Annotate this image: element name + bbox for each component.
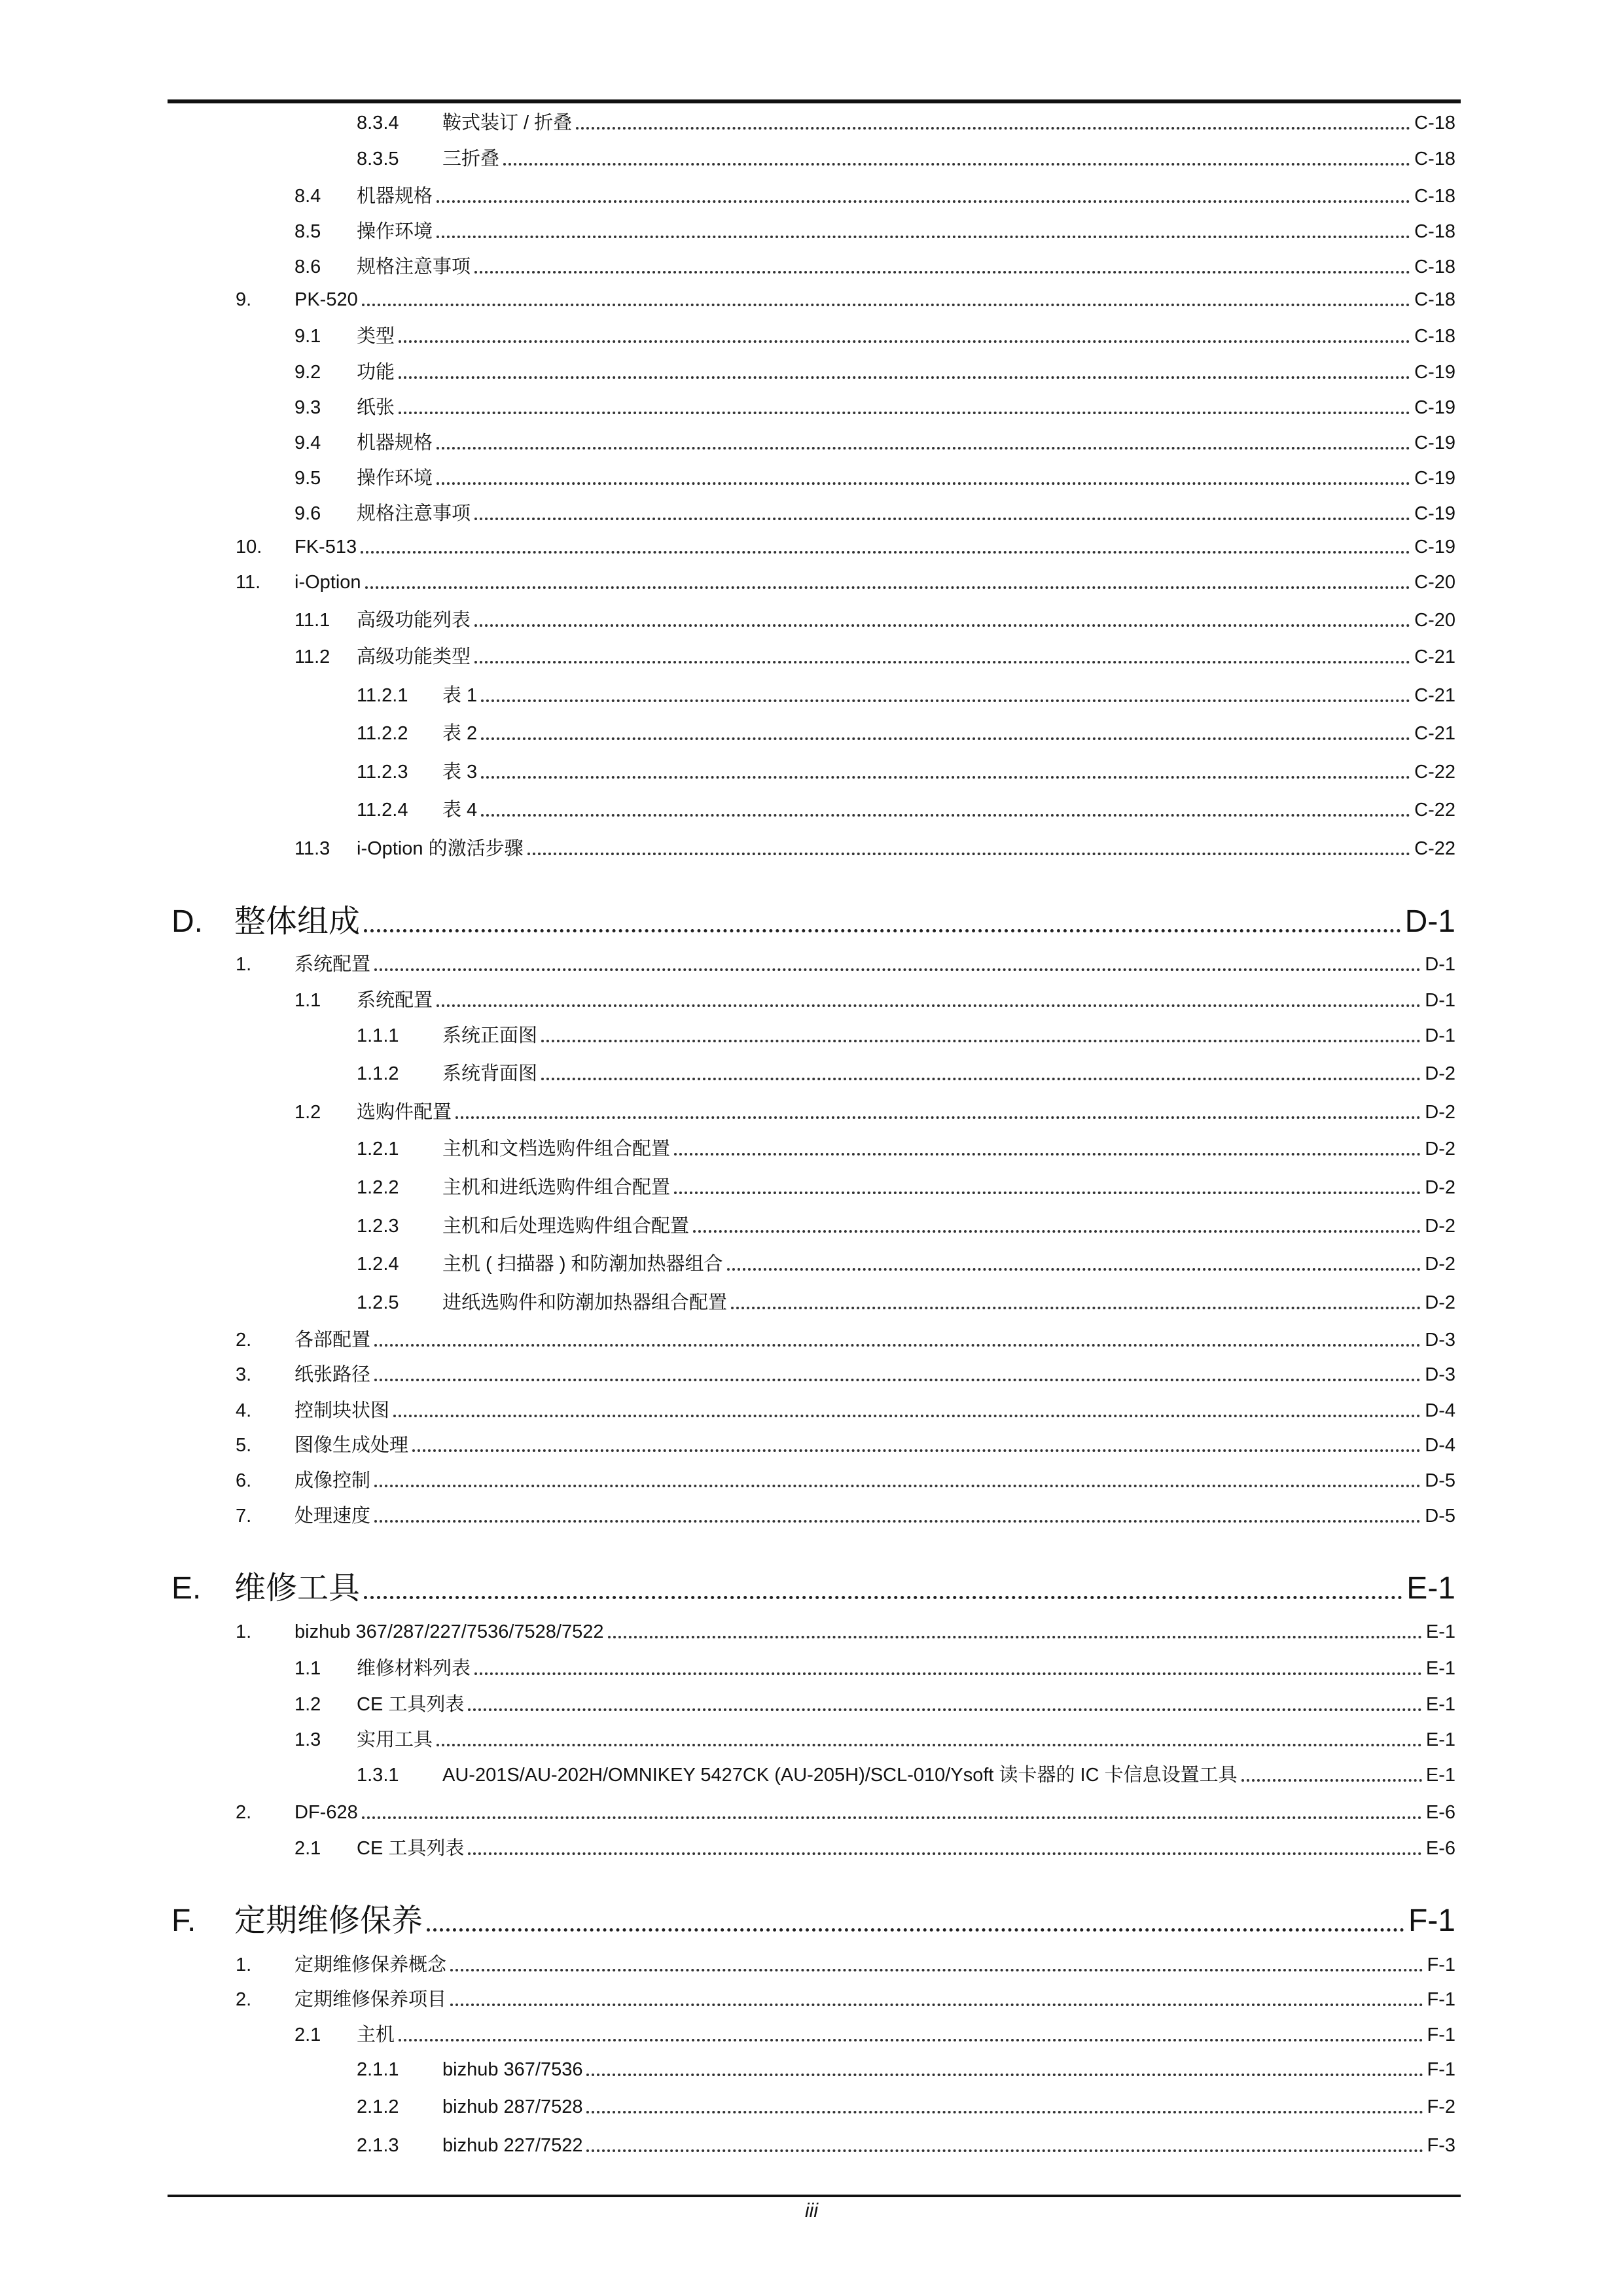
toc-number: 5. [236, 1435, 252, 1456]
toc-number: 6. [236, 1470, 252, 1491]
toc-title: 三折叠 [442, 149, 500, 169]
toc-title: 系统正面图 [442, 1025, 538, 1046]
toc-title: 实用工具 [357, 1729, 433, 1750]
toc-entry[interactable] [294, 602, 1455, 632]
toc-entry[interactable] [294, 318, 1455, 348]
dot-leader [731, 1307, 1421, 1309]
toc-number: 1.1.2 [357, 1063, 399, 1084]
toc-number: E. [171, 1571, 202, 1606]
toc-number: 2. [236, 1989, 252, 2010]
toc-page-ref: C-22 [1414, 762, 1455, 783]
dot-leader [468, 1708, 1422, 1711]
page-number: iii [805, 2200, 818, 2221]
toc-title: 定期维修保养项目 [294, 1989, 447, 2010]
toc-page-ref: E-6 [1425, 1802, 1455, 1823]
toc-number: 8.3.4 [357, 113, 399, 133]
toc-title: 功能 [357, 362, 395, 383]
toc-number: 1.2.2 [357, 1177, 399, 1198]
toc-title: 成像控制 [294, 1470, 371, 1491]
toc-number: 1.1.1 [357, 1025, 399, 1046]
toc-number: 1.1 [294, 1658, 321, 1679]
toc-number: 9.5 [294, 468, 321, 489]
toc-number: 11.2 [294, 646, 330, 667]
toc-entry[interactable] [357, 2051, 1455, 2081]
toc-title: DF-628 [294, 1802, 358, 1823]
toc-page-ref: D-1 [1425, 1025, 1455, 1046]
toc-title: 表 4 [442, 800, 478, 821]
toc-title: 高级功能列表 [357, 610, 471, 631]
toc-entry[interactable] [294, 1686, 1455, 1716]
toc-entry[interactable] [236, 1392, 1455, 1422]
toc-title: 机器规格 [357, 433, 433, 453]
toc-title: 表 3 [442, 762, 478, 783]
toc-title: 处理速度 [294, 1506, 371, 1527]
toc-page-ref: D-2 [1425, 1254, 1455, 1275]
dot-leader [427, 1928, 1404, 1932]
toc-number: 1.2 [294, 1102, 321, 1123]
dot-leader [474, 1672, 1422, 1675]
toc-page-ref: D-5 [1425, 1506, 1455, 1527]
toc-title: bizhub 367/7536 [442, 2059, 583, 2080]
toc-number: F. [171, 1903, 196, 1938]
toc-number: 9.2 [294, 362, 321, 383]
toc-number: 11.2.4 [357, 800, 408, 821]
dot-leader [693, 1230, 1421, 1233]
toc-title: PK-520 [294, 289, 358, 310]
dot-leader [412, 1449, 1421, 1452]
toc-page-ref: C-20 [1414, 610, 1455, 631]
toc-page-ref: C-19 [1414, 503, 1455, 524]
toc-entry[interactable] [236, 1322, 1455, 1352]
toc-number: 8.4 [294, 186, 321, 207]
toc-title: 主机和进纸选购件组合配置 [442, 1177, 671, 1198]
toc-entry[interactable] [357, 2089, 1455, 2119]
dot-leader [437, 447, 1410, 450]
dot-leader [437, 1744, 1422, 1746]
toc-number: 2.1 [294, 2024, 321, 2045]
toc-title: 规格注意事项 [357, 256, 471, 277]
toc-number: 1.2.4 [357, 1254, 399, 1275]
dot-leader [455, 1116, 1421, 1119]
toc-entry[interactable] [294, 2017, 1455, 2047]
toc-page-ref: C-22 [1414, 838, 1455, 859]
toc-entry[interactable] [294, 1650, 1455, 1680]
toc-entry[interactable] [357, 1208, 1455, 1238]
toc-title: 进纸选购件和防潮加热器组合配置 [442, 1292, 728, 1313]
toc-page-ref: E-1 [1425, 1621, 1455, 1642]
toc-title: 定期维修保养概念 [294, 1954, 447, 1975]
toc-page-ref: C-19 [1414, 397, 1455, 418]
toc-entry[interactable] [294, 425, 1455, 455]
dot-leader [527, 853, 1411, 855]
toc-page-ref: C-21 [1414, 723, 1455, 744]
toc-entry[interactable] [357, 1017, 1455, 1048]
dot-leader [727, 1268, 1421, 1271]
dot-leader [364, 1596, 1402, 1599]
toc-title: 整体组成 [234, 904, 361, 939]
dot-leader [362, 1816, 1422, 1819]
toc-page-ref: F-1 [1427, 1989, 1455, 2010]
toc-entry[interactable] [294, 178, 1455, 208]
toc-entry[interactable] [294, 830, 1455, 860]
toc-page-ref: D-2 [1425, 1063, 1455, 1084]
toc-page-ref: C-19 [1414, 468, 1455, 489]
dot-leader [399, 412, 1410, 414]
toc-title: 主机 ( 扫描器 ) 和防潮加热器组合 [442, 1254, 723, 1275]
toc-title: 鞍式装订 / 折叠 [442, 113, 573, 133]
toc-title: 操作环境 [357, 221, 433, 242]
toc-page-ref: C-18 [1414, 326, 1455, 347]
toc-entry[interactable] [357, 1757, 1455, 1787]
toc-number: 1. [236, 954, 252, 975]
toc-title: 维修工具 [234, 1571, 361, 1606]
dot-leader [481, 776, 1410, 779]
dot-leader [450, 2004, 1423, 2006]
toc-title: 表 1 [442, 685, 478, 706]
dot-leader [474, 624, 1410, 627]
toc-title: bizhub 287/7528 [442, 2096, 583, 2117]
toc-entry[interactable] [236, 1427, 1455, 1457]
dot-leader [374, 1485, 1421, 1487]
toc-page-ref: C-18 [1414, 186, 1455, 207]
toc-number: 1.3 [294, 1729, 321, 1750]
toc-page-ref: D-5 [1425, 1470, 1455, 1491]
toc-title: 纸张路径 [294, 1364, 371, 1385]
toc-entry[interactable] [294, 1722, 1455, 1752]
toc-title: bizhub 227/7522 [442, 2135, 583, 2156]
toc-page-ref: C-18 [1414, 289, 1455, 310]
toc-number: 10. [236, 537, 262, 557]
toc-page-ref: D-2 [1425, 1102, 1455, 1123]
dot-leader [1241, 1779, 1422, 1782]
toc-entry[interactable] [294, 389, 1455, 419]
toc-number: 7. [236, 1506, 252, 1527]
toc-number: 1.2.1 [357, 1139, 399, 1159]
dot-leader [474, 271, 1410, 274]
toc-title: 主机和后处理选购件组合配置 [442, 1216, 690, 1237]
toc-number: 1. [236, 1621, 252, 1642]
toc-entry[interactable] [294, 354, 1455, 384]
toc-page-ref: F-1 [1408, 1903, 1455, 1938]
toc-title: AU-201S/AU-202H/OMNIKEY 5427CK (AU-205H)/SCL-010/Ysoft 读卡器的 IC 卡信息设置工具 [442, 1765, 1238, 1786]
dot-leader [393, 1415, 1421, 1417]
toc-number: 1.2 [294, 1694, 321, 1715]
toc-title: 维修材料列表 [357, 1658, 471, 1679]
toc-page-ref: C-22 [1414, 800, 1455, 821]
toc-entry[interactable] [236, 529, 1455, 559]
dot-leader [437, 200, 1410, 203]
dot-leader [541, 1040, 1421, 1042]
toc-page-ref: D-3 [1425, 1364, 1455, 1385]
toc-number: 8.5 [294, 221, 321, 242]
toc-entry[interactable] [294, 495, 1455, 525]
dot-leader [399, 2039, 1423, 2041]
dot-leader [374, 1379, 1421, 1381]
toc-entry[interactable] [357, 792, 1455, 822]
toc-number: 11.3 [294, 838, 330, 859]
toc-title: i-Option 的激活步骤 [357, 838, 524, 859]
dot-leader [362, 304, 1410, 306]
toc-page-ref: C-18 [1414, 149, 1455, 169]
toc-title: 系统背面图 [442, 1063, 538, 1084]
toc-number: 11.2.1 [357, 685, 408, 706]
toc-page-ref: C-21 [1414, 685, 1455, 706]
toc-title: CE 工具列表 [357, 1694, 465, 1715]
toc-page-ref: C-18 [1414, 221, 1455, 242]
toc-entry[interactable] [294, 1094, 1455, 1124]
dot-leader [474, 661, 1410, 663]
dot-leader [474, 518, 1410, 520]
toc-page-ref: D-3 [1425, 1330, 1455, 1351]
toc-page-ref: E-1 [1406, 1571, 1455, 1606]
toc-title: 定期维修保养 [234, 1903, 423, 1938]
toc-title: 机器规格 [357, 186, 433, 207]
toc-chapter-entry[interactable] [171, 1565, 1455, 1607]
toc-title: CE 工具列表 [357, 1838, 465, 1859]
dot-leader [365, 586, 1411, 589]
toc-page-ref: F-1 [1427, 2024, 1455, 2045]
toc-number: 2.1.2 [357, 2096, 399, 2117]
toc-entry[interactable] [294, 213, 1455, 243]
dot-leader [374, 1520, 1421, 1523]
toc-entry[interactable] [294, 639, 1455, 669]
toc-number: 1. [236, 1954, 252, 1975]
toc-page-ref: E-6 [1425, 1838, 1455, 1859]
toc-number: 1.1 [294, 990, 321, 1011]
toc-entry[interactable] [357, 1284, 1455, 1315]
toc-entry[interactable] [294, 982, 1455, 1012]
dot-leader [437, 236, 1410, 238]
toc-number: 8.6 [294, 256, 321, 277]
toc-entry[interactable] [294, 1830, 1455, 1860]
toc-title: bizhub 367/287/227/7536/7528/7522 [294, 1621, 604, 1642]
dot-leader [608, 1636, 1422, 1638]
toc-entry[interactable] [357, 141, 1455, 171]
toc-title: 系统配置 [357, 990, 433, 1011]
toc-page-ref: C-19 [1414, 362, 1455, 383]
toc-entry[interactable] [236, 946, 1455, 976]
toc-page-ref: D-1 [1425, 990, 1455, 1011]
toc-page-ref: C-19 [1414, 433, 1455, 453]
toc-entry[interactable] [357, 1055, 1455, 1086]
dot-leader [399, 376, 1410, 379]
toc-number: 2. [236, 1330, 252, 1351]
dot-leader [374, 1344, 1421, 1347]
toc-entry[interactable] [357, 677, 1455, 707]
dot-leader [399, 340, 1410, 343]
toc-number: 4. [236, 1400, 252, 1421]
toc-entry[interactable] [236, 1794, 1455, 1824]
toc-page-ref: E-1 [1425, 1694, 1455, 1715]
toc-page-ref: D-4 [1425, 1435, 1455, 1456]
toc-page-ref: D-2 [1425, 1216, 1455, 1237]
toc-entry[interactable] [236, 1981, 1455, 2011]
toc-number: 1.2.3 [357, 1216, 399, 1237]
toc-number: 9.4 [294, 433, 321, 453]
toc-title: 高级功能类型 [357, 646, 471, 667]
toc-title: 主机 [357, 2024, 395, 2045]
toc-number: 11.1 [294, 610, 330, 631]
dot-leader [586, 2074, 1423, 2076]
toc-entry[interactable] [294, 249, 1455, 279]
toc-entry[interactable] [357, 105, 1455, 135]
toc-title: i-Option [294, 572, 361, 593]
toc-entry[interactable] [357, 754, 1455, 784]
toc-page-ref: D-4 [1425, 1400, 1455, 1421]
toc-page-ref: C-21 [1414, 646, 1455, 667]
toc-number: 11.2.3 [357, 762, 408, 783]
toc-page-ref: F-1 [1427, 2059, 1455, 2080]
toc-title: 主机和文档选购件组合配置 [442, 1139, 671, 1159]
dot-leader [586, 2111, 1423, 2113]
toc-number: 9.6 [294, 503, 321, 524]
toc-page-ref: D-2 [1425, 1177, 1455, 1198]
dot-leader [450, 1969, 1423, 1971]
toc-page-ref: D-1 [1425, 954, 1455, 975]
dot-leader [364, 929, 1401, 932]
toc-page-ref: D-1 [1404, 904, 1455, 939]
toc-entry[interactable] [236, 1498, 1455, 1528]
toc-number: 2. [236, 1802, 252, 1823]
toc-title: 控制块状图 [294, 1400, 390, 1421]
dot-leader [586, 2149, 1423, 2152]
toc-number: 9.1 [294, 326, 321, 347]
dot-leader [437, 482, 1410, 485]
toc-page-ref: F-2 [1427, 2096, 1455, 2117]
toc-entry[interactable] [357, 715, 1455, 745]
dot-leader [674, 1192, 1421, 1194]
dot-leader [481, 737, 1410, 740]
toc-number: 11.2.2 [357, 723, 408, 744]
dot-leader [674, 1153, 1421, 1156]
toc-entry[interactable] [236, 564, 1455, 594]
toc-page-ref: C-19 [1414, 537, 1455, 557]
toc-title: 规格注意事项 [357, 503, 471, 524]
toc-number: 1.2.5 [357, 1292, 399, 1313]
toc-number: 9. [236, 289, 252, 310]
toc-page-ref: F-3 [1427, 2135, 1455, 2156]
bottom-rule [168, 2195, 1461, 2197]
toc-title: 系统配置 [294, 954, 371, 975]
toc-page-ref: D-2 [1425, 1292, 1455, 1313]
toc-number: 2.1.3 [357, 2135, 399, 2156]
toc-entry[interactable] [236, 1462, 1455, 1492]
dot-leader [361, 551, 1410, 554]
top-rule [168, 99, 1461, 103]
toc-title: 类型 [357, 326, 395, 347]
toc-page-ref: C-18 [1414, 113, 1455, 133]
toc-page-ref: C-18 [1414, 256, 1455, 277]
toc-entry[interactable] [236, 1614, 1455, 1644]
toc-number: 2.1.1 [357, 2059, 399, 2080]
toc-number: 9.3 [294, 397, 321, 418]
toc-entry[interactable] [294, 460, 1455, 490]
toc-chapter-entry[interactable] [171, 1898, 1455, 1939]
toc-entry[interactable] [357, 1131, 1455, 1161]
toc-number: 1.3.1 [357, 1765, 399, 1786]
toc-entry[interactable] [357, 2127, 1455, 2157]
toc-number: 11. [236, 572, 261, 593]
toc-page-ref: C-20 [1414, 572, 1455, 593]
toc-page-ref: E-1 [1425, 1658, 1455, 1679]
toc-title: 纸张 [357, 397, 395, 418]
toc-title: 各部配置 [294, 1330, 371, 1351]
toc-entry[interactable] [357, 1169, 1455, 1199]
toc-title: 选购件配置 [357, 1102, 452, 1123]
toc-page-ref: D-2 [1425, 1139, 1455, 1159]
dot-leader [481, 699, 1410, 702]
dot-leader [437, 1004, 1421, 1007]
toc-entry[interactable] [236, 1356, 1455, 1386]
toc-page-ref: F-1 [1427, 1954, 1455, 1975]
toc-entry[interactable] [357, 1246, 1455, 1276]
toc-chapter-entry[interactable] [171, 898, 1455, 940]
toc-page-ref: E-1 [1425, 1765, 1455, 1786]
toc-entry[interactable] [236, 1947, 1455, 1977]
toc-page-ref: E-1 [1425, 1729, 1455, 1750]
dot-leader [468, 1852, 1422, 1855]
toc-title: 图像生成处理 [294, 1435, 409, 1456]
toc-number: 3. [236, 1364, 252, 1385]
toc-number: D. [171, 904, 203, 939]
toc-number: 2.1 [294, 1838, 321, 1859]
toc-title: FK-513 [294, 537, 357, 557]
dot-leader [503, 163, 1410, 166]
dot-leader [541, 1078, 1421, 1080]
toc-title: 表 2 [442, 723, 478, 744]
toc-number: 8.3.5 [357, 149, 399, 169]
toc-title: 操作环境 [357, 468, 433, 489]
dot-leader [481, 814, 1410, 817]
dot-leader [374, 968, 1421, 971]
toc-entry[interactable] [236, 281, 1455, 311]
dot-leader [576, 127, 1410, 130]
